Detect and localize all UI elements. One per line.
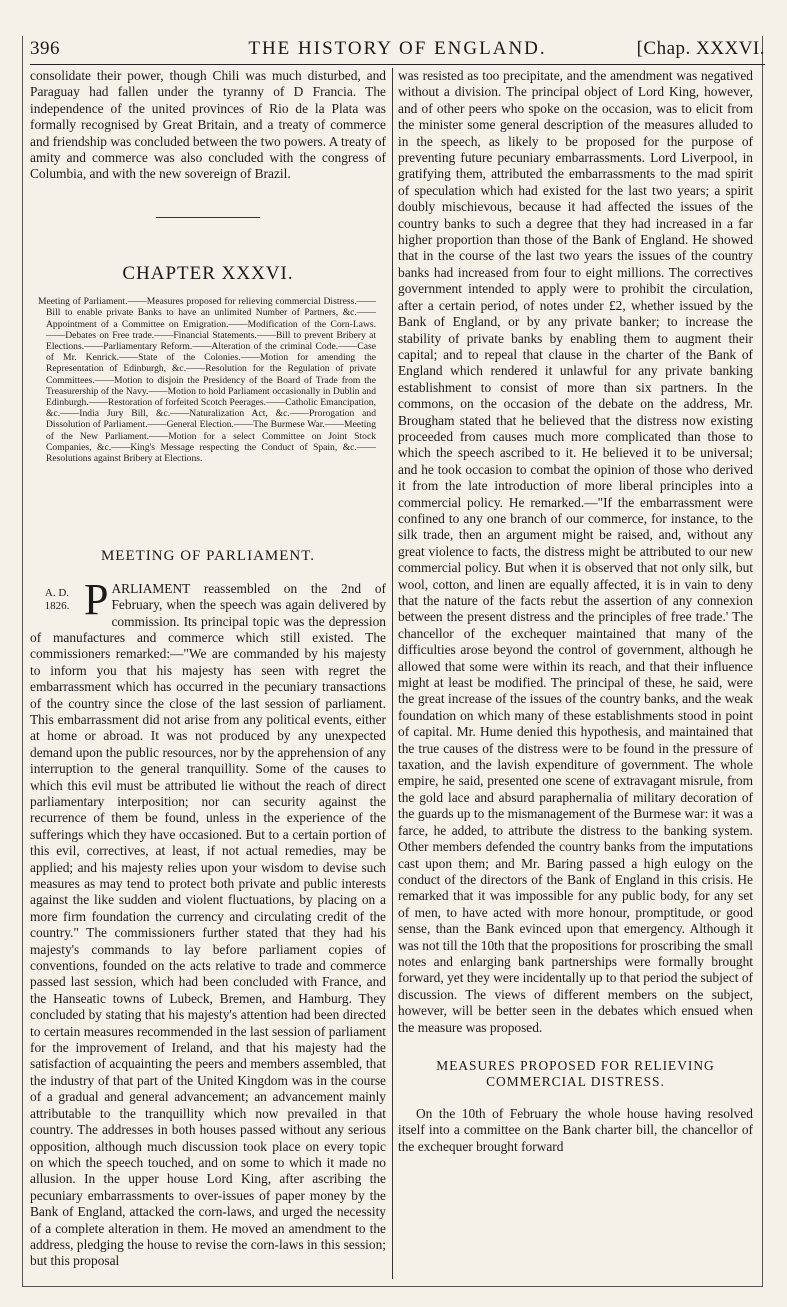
intro-paragraph: consolidate their power, though Chili was much disturbed, and Paraguay had fallen under the tyranny of D Francia. The independence of the united provinces of Rio de la Plata was formally recognised by Great Britain, and a treaty of commerce and friendship was concluded between the two powers. A treaty of amity and commerce was also concluded with the congress of Columbia, and with the new sovereign of Brazil. <box>30 68 386 182</box>
section-rule <box>156 217 260 218</box>
page-border-bottom <box>22 1286 763 1287</box>
page-number: 396 <box>30 38 60 59</box>
section-title-measures: MEASURES PROPOSED FOR RELIEVING COMMERCIAL DISTRESS. <box>436 1057 715 1089</box>
meeting-body <box>30 574 386 1270</box>
page-border-right <box>762 36 763 1286</box>
meeting-paragraph: ARLIAMENT reassembled on the 2nd of February, when the speech was again delivered by commission. Its principal topic was the depression of manufactures and commerce which still existed. The commissioners remarked:—"We are commanded by his majesty to inform you that his majesty has seen with regret the embarrassment which has occurred in the pecuniary transactions of the country since the close of the last session of parliament. This embarrassment did not arise from any political events, either at home or abroad. It was not produced by any unexpected demand upon the public resources, nor by the apprehension of any interruption to the general tranquillity. Some of the causes to which this evil must be attributed lie without the reach of direct parliamentary interposition; nor can security against the recurrence of them be found, unless in the experience of the sufferings which they have occasioned. But to a certain portion of this evil, correctives, at least, if not actual remedies, may be applied; and his majesty relies upon your wisdom to devise such measures as may tend to protect both private and public interests against the like sudden and violent fluctuations, by placing on a more firm foundation the currency and circulating credit of the country." The commissioners further stated that they had his majesty's commands to lay before parliament copies of conventions, founded on the acts relative to trade and commerce passed last session, which had been concluded with France, and the Hanseatic towns of Lubeck, Bremen, and Hamburg. They concluded by stating that his majesty's attention had been directed to certain measures recommended in the last session of parliament for the improvement of Ireland, and that his majesty had the satisfaction of acquainting the peers and members assembled, that the industry of that part of the United Kingdom was in the course of a gradual and general advancement; an advancement mainly attributable to the tranquillity which now prevailed in that country. The addresses in both houses passed without any serious opposition, although much discussion took place on every topic on which the speech touched, and on some to which it made no allusion. In the upper house Lord King, after ascribing the pecuniary embarrassments to over-issues of paper money by the Bank of England, attacked the corn-laws, and urged the necessity of a complete alteration in them. He moved an amendment to the address, pledging the house to revise the corn-laws in this session; but this proposal <box>30 580 386 1269</box>
left-column <box>30 68 386 1279</box>
running-title: THE HISTORY OF ENGLAND. <box>248 38 547 59</box>
section-title-meeting: MEETING OF PARLIAMENT. <box>100 548 316 565</box>
date-label: A. D. <box>44 586 70 599</box>
chapter-title: CHAPTER XXXVI. <box>122 262 294 284</box>
chapter-synopsis: Meeting of Parliament.——Measures proposed for relieving commercial Distress.——Bill to enable private Banks to have an unlimited Number of Partners, &c.——Appointment of a Committee on Emigration.——Modification of the Corn-Laws.——Debates on Free trade.——Financial Statements.——Bill to prevent Bribery at Elections.——Parliamentary Reform.——Alteration of the criminal Code.——Case of Mr. Kenrick.——State of the Colonies.——Motion for amending the Representation of Edinburgh, &c.——Resolution for the Regulation of private Committees.——Motion to disjoin the Presidency of the Board of Trade from the Treasurership of the Navy.——Motion to hold Parliament occasionally in Dublin and Edinburgh.——Restoration of forfeited Scotch Peerages.——Catholic Emancipation, &c.——India Jury Bill, &c.——Naturalization Act, &c.——Prorogation and Dissolution of Parliament.——General Election.——The Burmese War.——Meeting of the New Parliament.——Motion for a select Committee on Joint Stock Companies, &c.——King's Message respecting the Conduct of Spain, &c.——Resolutions against Bribery at Elections. <box>38 296 376 465</box>
chapter-reference: [Chap. XXXVI. <box>636 38 765 59</box>
right-column <box>398 68 753 1279</box>
continued-paragraph: was resisted as too precipitate, and the amendment was negatived without a division. The principal object of Lord King, however, and of other peers who spoke on the occasion, was to elicit from the minister some general description of the measures alluded to in the speech, as likely to be proposed for the purpose of preventing future pecuniary embarrassments. Lord Liverpool, in gratifying them, attributed the embarrassments to the mad spirit of speculation which had existed for the last two years; a spirit doubly mischievous, because it had affected the issues of the country banks to such a degree that they had increased in a far higher proportion than those of the Bank of England. He showed that in the course of the last two years the issues of the country banks had increased from four to eight millions. The correctives government intended to apply were to prohibit the circulation, after a certain period, of notes under £2, whether issued by the Bank of England, or by any private banker; to increase the stability of private banks by enabling them to augment their capital; and to repeal that clause in the charter of the Bank of England which rendered it unlawful for any private banking establishment to consist of more than six partners. In the commons, on the occasion of the debate on the address, Mr. Brougham stated that he believed that the distress now existing proceeded from causes much more complicated than those to which the speech ascribed to it. He believed it to be universal; and he took occasion to combat the opinion of those who derived it from the late introduction of more liberal principles into a commercial policy. He remarked.—"If the embarrassment were confined to any one branch of our commerce, for instance, to the silk trade, then an argument might be raised, and, without any great violence to facts, the distress might be attributed to our new commercial policy. But when it is observed that not only silk, but wool, cotton, and linen are equally affected, it is in vain to deny that the nature of the facts rebut the assertion of any connexion between the present distress and the principles of free trade.' The chancellor of the exchequer maintained that many of the difficulties arose beyond the control of government, although he allowed that some were within its reach, and that their influence might at least be modified. The principal of these, he said, were the great increase of the issues of the country banks, and the weak foundation on which many of these establishments stood in point of capital. Mr. Hume denied this hypothesis, and maintained that the true causes of the distress were to be found in the pressure of taxation, and the lavish expenditure of government. The whole empire, he said, presented one scene of extravagant misrule, from the gold lace and absurd paraphernalia of military decoration of the guards up to the mismanagement of the Burmese war: it was a farce, he added, to attribute the distress to the banking system. Other members defended the country banks from the imputations cast upon them; and Mr. Baring passed a high eulogy on the conduct of the directors of the Bank of England in this crisis. He remarked that it was impossible for any public body, for any set of men, to have acted with more honour, promptitude, or good sense, than the Bank evinced upon that emergency. Although it was not till the 10th that the propositions for proscribing the small notes and enlarging bank partnerships were formally brought forward, yet they were incidentally up to that period the subject of discussion. The views of different members on the subject, however, will be better seen in the debates which ensued when the measure was proposed. <box>398 68 753 1035</box>
column-divider <box>392 68 393 1279</box>
drop-cap: P <box>84 574 109 624</box>
page-border-left <box>22 36 23 1286</box>
margin-date <box>30 581 84 613</box>
measures-paragraph: On the 10th of February the whole house having resolved itself into a committee on the Bank charter bill, the chancellor of the exchequer brought forward <box>398 1105 753 1154</box>
running-header <box>30 38 765 65</box>
date-year: 1826. <box>44 599 70 612</box>
